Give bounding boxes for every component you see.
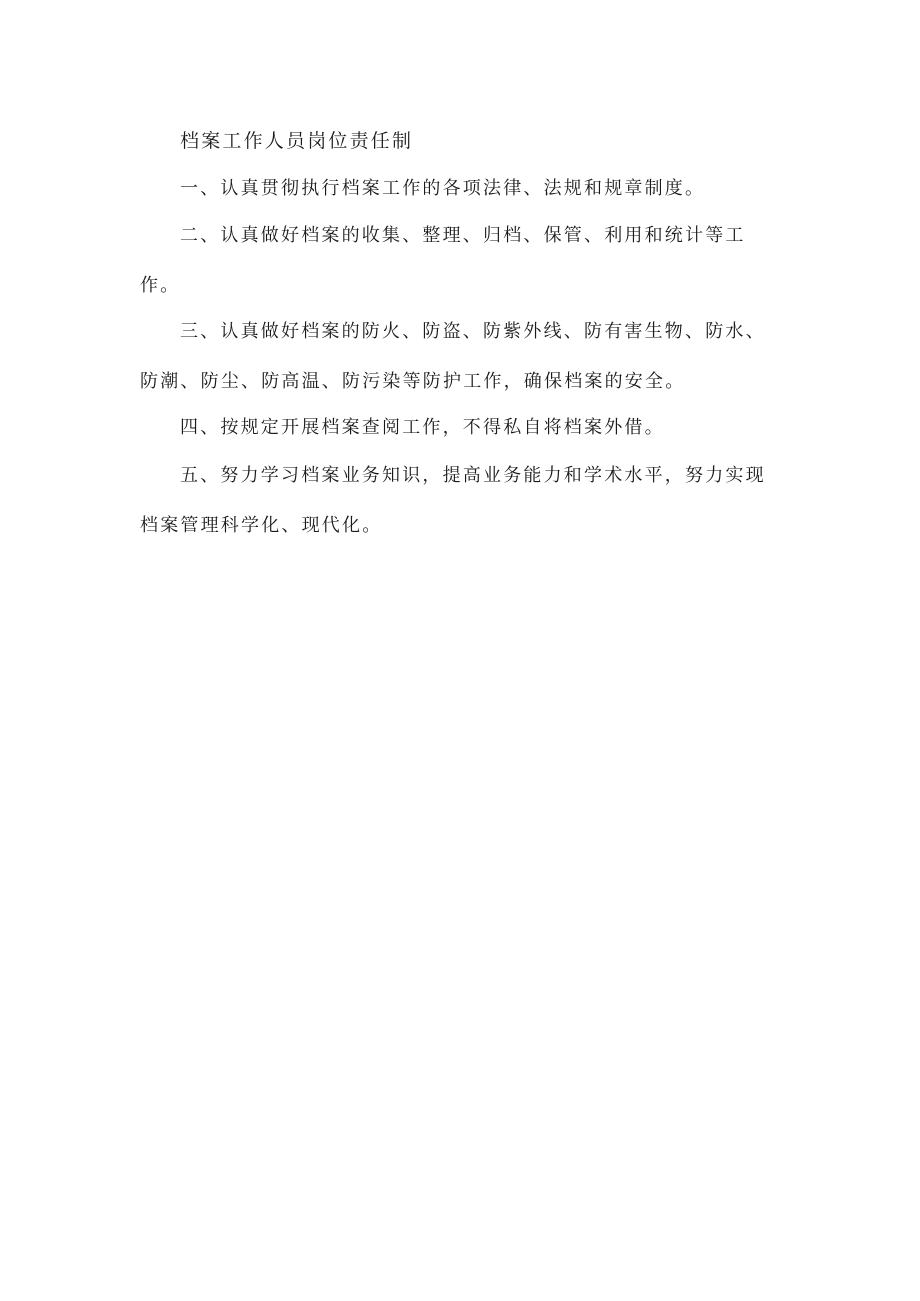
paragraph-3: 三、认真做好档案的防火、防盗、防紫外线、防有害生物、防水、防潮、防尘、防高温、防污染等防护工作，确保档案的安全。 — [140, 321, 766, 392]
paragraph-4: 四、按规定开展档案查阅工作，不得私自将档案外借。 — [180, 417, 665, 438]
paragraph-1: 一、认真贯彻执行档案工作的各项法律、法规和规章制度。 — [180, 178, 706, 199]
paragraph-5: 五、努力学习档案业务知识，提高业务能力和学术水平，努力实现档案管理科学化、现代化。 — [140, 465, 766, 536]
paragraph-2: 二、认真做好档案的收集、整理、归档、保管、利用和统计等工作。 — [140, 225, 746, 296]
document-title: 档案工作人员岗位责任制 — [180, 130, 414, 152]
